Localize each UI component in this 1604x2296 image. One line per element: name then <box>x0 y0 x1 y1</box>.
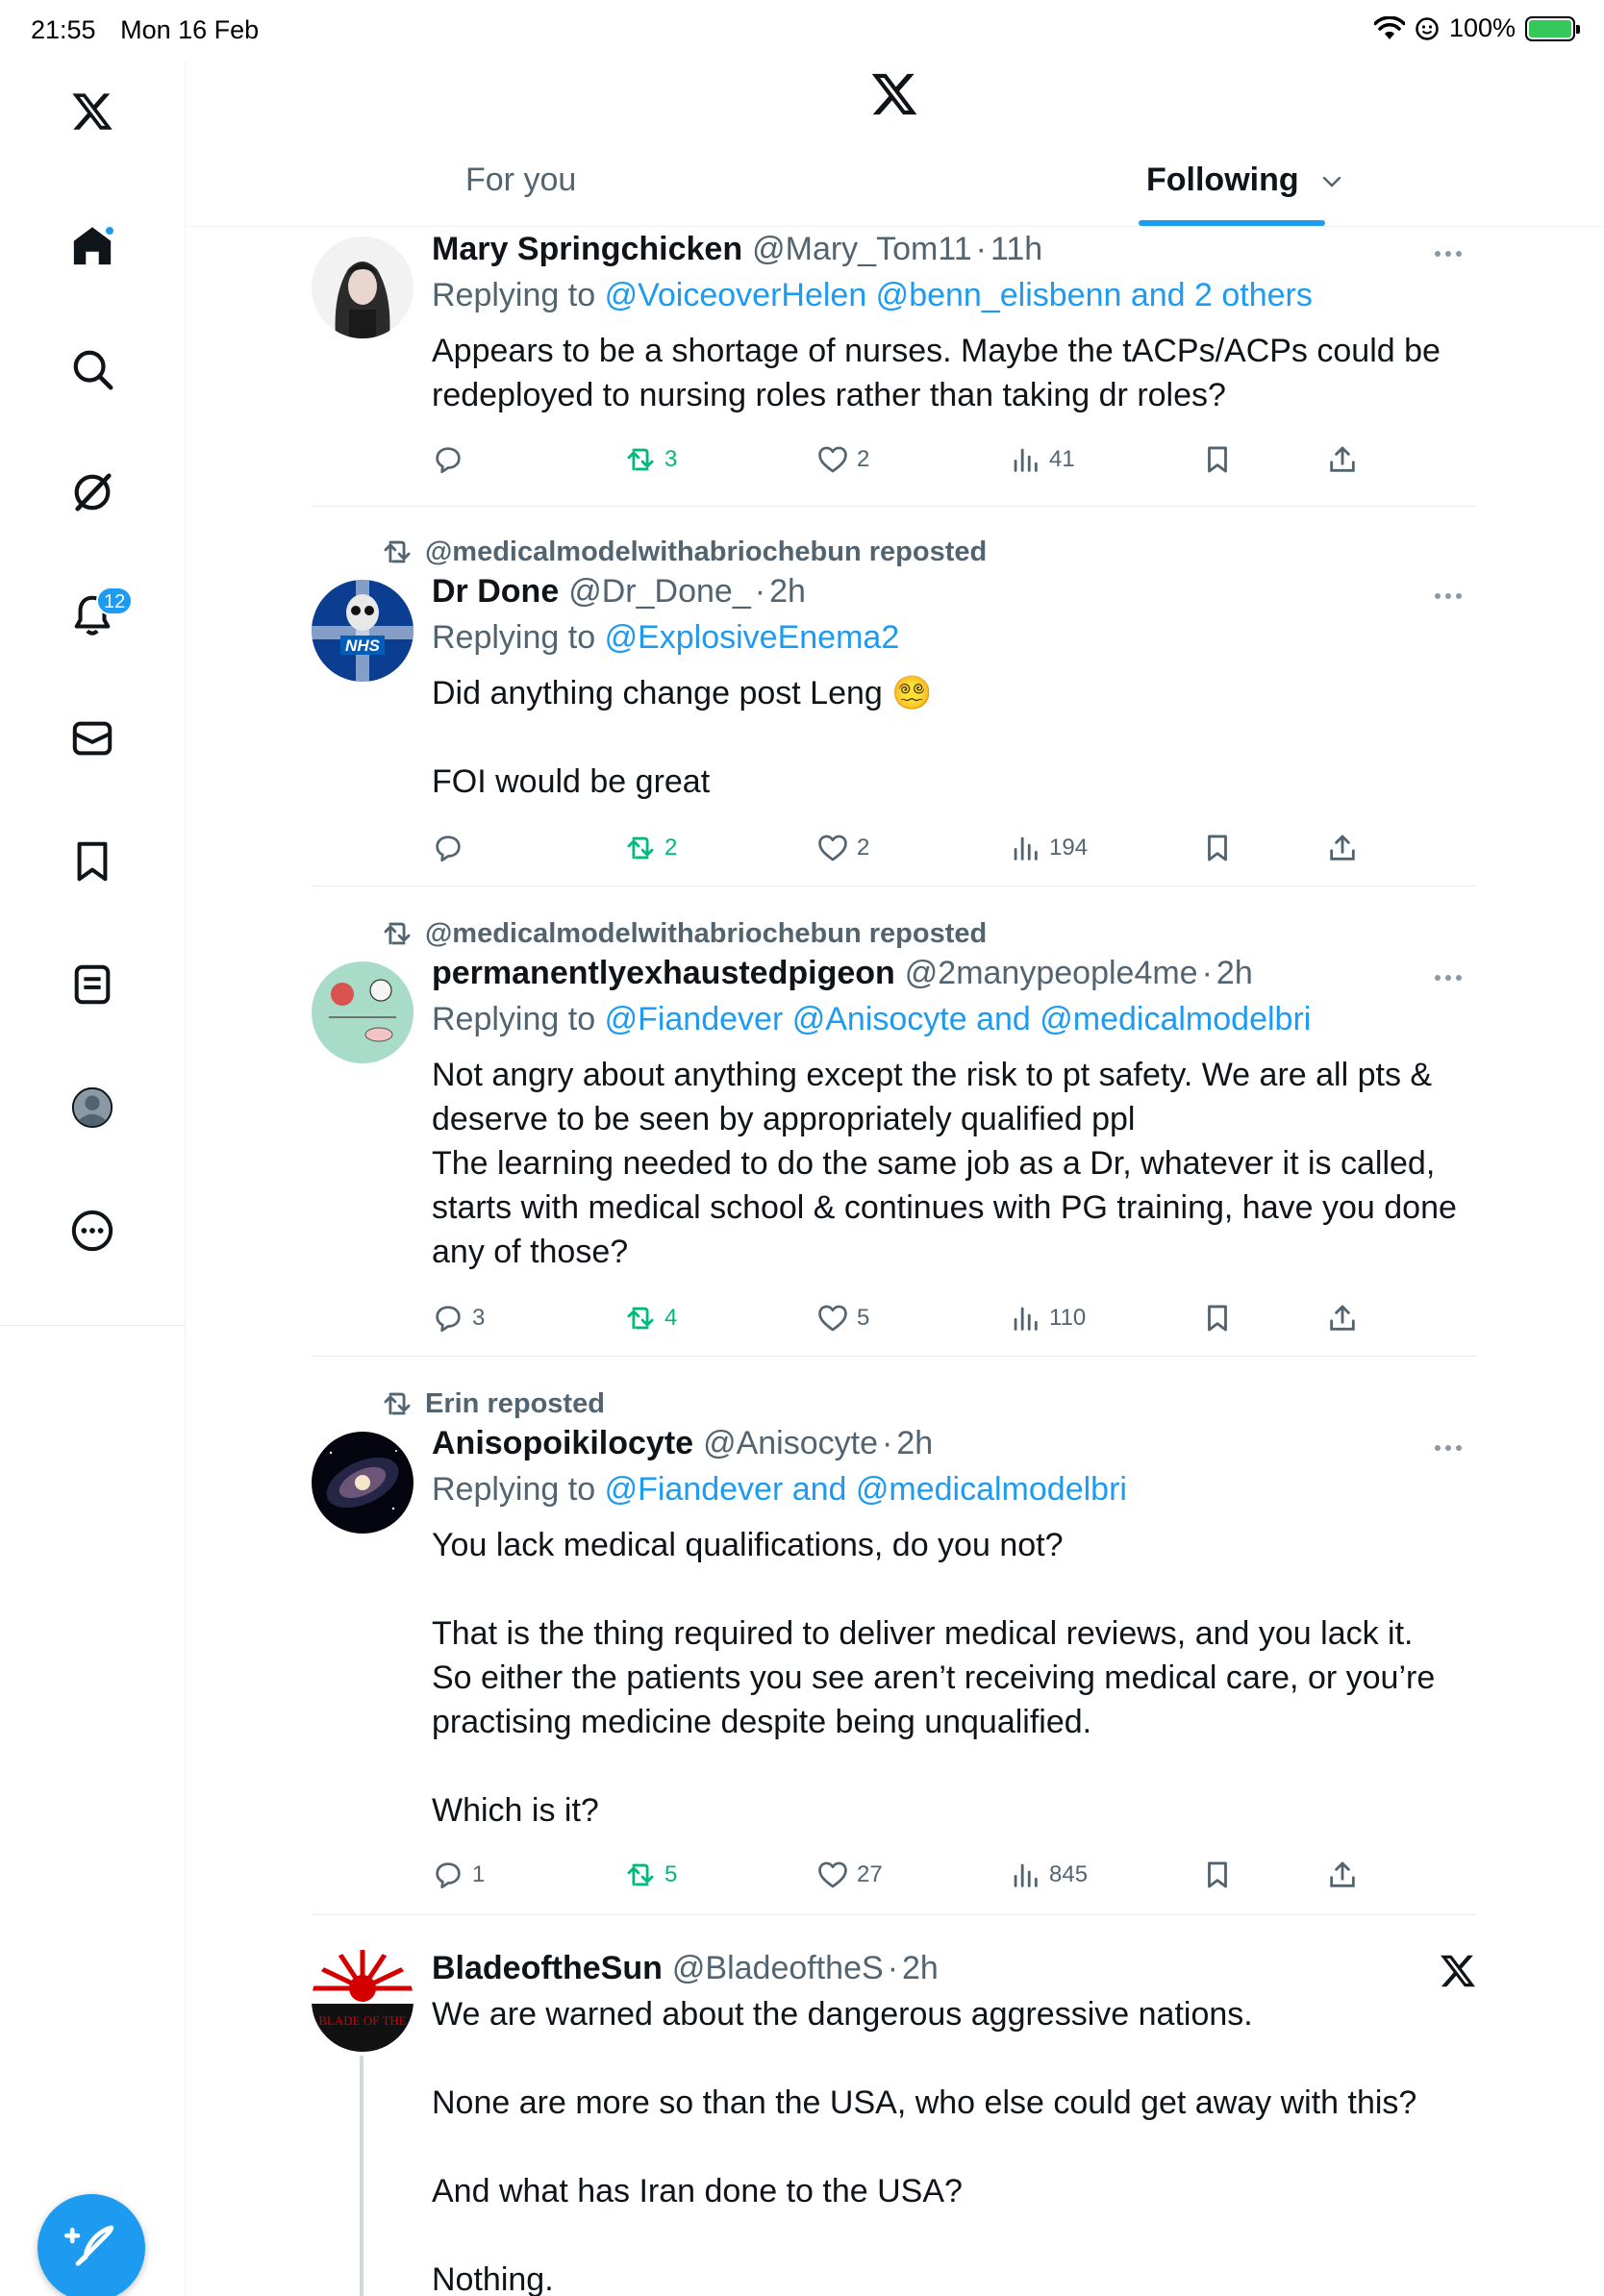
share-icon <box>1326 1302 1359 1335</box>
separator: · <box>975 230 987 267</box>
repost-icon <box>624 1302 657 1335</box>
post-header <box>432 569 1477 613</box>
like-count: 5 <box>857 1305 870 1331</box>
post-time[interactable]: 2h <box>769 572 806 610</box>
views-button[interactable] <box>1009 1297 1086 1339</box>
share-icon <box>1326 832 1359 864</box>
status-indicators <box>1374 13 1575 43</box>
profile-icon[interactable] <box>65 1081 119 1135</box>
replying-to <box>432 995 1477 1043</box>
author-name[interactable]: Anisopoikilocyte <box>432 1424 694 1461</box>
like-button[interactable] <box>816 1854 883 1896</box>
repost-by: @medicalmodelwithabriochebun reposted <box>425 536 988 567</box>
post-text: Not angry about anything except the risk to pt safety. We are all pts & deserve to be seen by appropriately qualified ppl The learning needed to do the same job as a Dr, whatever it is called, starts with medical school & continues with PG training, have you done any of those? <box>432 1057 1457 1270</box>
views-icon <box>1009 832 1041 864</box>
post[interactable] <box>312 1934 1477 2296</box>
post-text: Did anything change post Leng 😵‍💫 FOI would be great <box>432 675 933 800</box>
repost-count: 2 <box>664 835 678 861</box>
bookmark-icon <box>1201 443 1234 476</box>
x-logo-icon[interactable] <box>869 69 919 119</box>
avatar[interactable] <box>312 580 414 682</box>
replying-to-handles[interactable]: @ExplosiveEnema2 <box>604 619 900 656</box>
views-button[interactable] <box>1009 438 1075 481</box>
separator: · <box>1201 954 1213 991</box>
author-name[interactable]: permanentlyexhaustedpigeon <box>432 954 895 991</box>
like-button[interactable] <box>816 827 869 869</box>
more-options-icon[interactable] <box>1435 968 1473 987</box>
reply-icon <box>432 1302 464 1335</box>
reply-button[interactable] <box>432 438 472 481</box>
post-actions <box>432 438 1355 481</box>
active-tab-indicator <box>1139 220 1325 226</box>
status-bar <box>0 0 1604 62</box>
share-icon <box>1326 443 1359 476</box>
post-header <box>432 1946 1477 1990</box>
author-handle[interactable]: @Dr_Done_ <box>568 572 751 610</box>
author-handle[interactable]: @Mary_Tom11 <box>752 230 972 267</box>
repost-button[interactable] <box>624 438 677 481</box>
compose-button[interactable] <box>38 2194 145 2296</box>
post-time[interactable]: 2h <box>1216 954 1253 991</box>
reply-button[interactable] <box>432 1297 485 1339</box>
battery-icon <box>1525 16 1575 41</box>
notifications-count-badge: 12 <box>96 586 133 615</box>
bookmark-icon <box>1201 832 1234 864</box>
repost-icon <box>624 443 657 476</box>
repost-by: Erin reposted <box>425 1387 605 1419</box>
sidebar <box>0 62 186 2296</box>
post-text: We are warned about the dangerous aggressive nations. None are more so than the USA, who else could get away with this? And what has Iran done to the USA? Nothing. <box>432 1996 1417 2296</box>
like-button[interactable] <box>816 438 869 481</box>
avatar[interactable] <box>312 237 414 338</box>
post-text: Appears to be a shortage of nurses. Maybe the tACPs/ACPs could be redeployed to nursing roles rather than taking dr roles? <box>432 333 1450 413</box>
like-icon <box>816 832 849 864</box>
repost-icon <box>381 536 414 568</box>
bookmark-icon <box>1201 1302 1234 1335</box>
post-header <box>432 1421 1477 1465</box>
search-icon[interactable] <box>65 342 119 396</box>
replying-to <box>432 271 1477 319</box>
reply-button[interactable] <box>432 1854 485 1896</box>
battery-level <box>1529 20 1571 37</box>
avatar-text: BLADE OF THE <box>318 2013 407 2028</box>
compose-icon <box>64 2221 118 2275</box>
tab-following[interactable] <box>1146 162 1342 199</box>
share-button[interactable] <box>1326 1297 1366 1339</box>
view-count: 194 <box>1049 835 1089 861</box>
repost-button[interactable] <box>624 1297 677 1339</box>
repost-icon <box>624 1859 657 1891</box>
post-time[interactable]: 2h <box>896 1424 934 1461</box>
repost-icon <box>624 832 657 864</box>
avatar[interactable] <box>312 1950 414 2052</box>
replying-to <box>432 1465 1477 1513</box>
author-handle[interactable]: @Anisocyte <box>703 1424 878 1461</box>
repost-count: 3 <box>664 446 678 472</box>
post-actions <box>432 1854 1355 1896</box>
timeline-header <box>187 62 1604 227</box>
chevron-down-icon[interactable] <box>1321 175 1342 188</box>
like-icon <box>816 1859 849 1891</box>
tab-for-you[interactable]: For you <box>465 162 577 198</box>
views-button[interactable] <box>1009 827 1088 869</box>
status-time-date <box>31 15 259 45</box>
author-handle[interactable]: @2manypeople4me <box>904 954 1198 991</box>
bell-icon[interactable] <box>65 588 126 642</box>
view-count: 845 <box>1049 1861 1089 1887</box>
replying-to-label: Replying to <box>432 1471 596 1508</box>
post-header <box>432 227 1477 271</box>
mail-icon[interactable] <box>65 711 119 765</box>
views-button[interactable] <box>1009 1854 1088 1896</box>
status-date: Mon 16 Feb <box>120 15 260 44</box>
author-name[interactable]: Mary Springchicken <box>432 230 743 267</box>
more-options-icon[interactable] <box>1435 244 1473 263</box>
focus-icon <box>1415 16 1440 41</box>
status-time: 21:55 <box>31 15 96 44</box>
share-button[interactable] <box>1326 1854 1366 1896</box>
repost-button[interactable] <box>624 1854 677 1896</box>
replying-to-handles[interactable]: @VoiceoverHelen @benn_elisbenn and 2 others <box>604 277 1313 313</box>
home-unread-dot <box>104 225 115 237</box>
bookmark-icon[interactable] <box>65 835 119 888</box>
like-count: 2 <box>857 835 870 861</box>
post-text: You lack medical qualifications, do you not? That is the thing required to deliver medical reviews, and you lack it. So either the patients you see aren’t receiving medical care, or you’re practising medicine despite being unqualified. Which is it? <box>432 1527 1436 1829</box>
post-actions <box>432 827 1355 869</box>
replying-to-handles[interactable]: @Fiandever and @medicalmodelbri <box>604 1471 1127 1508</box>
like-icon <box>816 1302 849 1335</box>
reply-count: 3 <box>472 1305 486 1331</box>
repost-icon <box>381 1387 414 1420</box>
reply-icon <box>432 832 464 864</box>
post[interactable] <box>312 533 1477 886</box>
author-handle[interactable]: @BladeoftheS <box>671 1949 884 1986</box>
x-logo-icon[interactable] <box>65 85 119 138</box>
views-icon <box>1009 443 1041 476</box>
views-icon <box>1009 1859 1041 1891</box>
more-options-icon[interactable] <box>1435 586 1473 606</box>
avatar[interactable] <box>312 961 414 1063</box>
author-name[interactable]: BladeoftheSun <box>432 1949 663 1986</box>
home-icon[interactable] <box>65 219 119 273</box>
view-count: 41 <box>1049 446 1075 472</box>
bookmark-button[interactable] <box>1201 1854 1241 1896</box>
battery-percent: 100% <box>1448 13 1516 42</box>
repost-count: 5 <box>664 1861 678 1887</box>
like-count: 27 <box>857 1861 883 1887</box>
repost-count: 4 <box>664 1305 678 1331</box>
repost-context[interactable] <box>381 1385 605 1423</box>
avatar[interactable] <box>312 1432 414 1534</box>
repost-button[interactable] <box>624 827 677 869</box>
separator: · <box>881 1424 893 1461</box>
view-count: 110 <box>1049 1305 1087 1331</box>
separator: · <box>887 1949 899 1986</box>
sidebar-divider <box>0 1325 186 1326</box>
replying-to-label: Replying to <box>432 619 596 656</box>
share-icon <box>1326 1859 1359 1891</box>
post[interactable] <box>312 914 1477 1357</box>
grok-icon[interactable] <box>65 465 119 519</box>
post-time[interactable]: 11h <box>990 230 1043 267</box>
reply-icon <box>432 443 464 476</box>
reply-icon <box>432 1859 464 1891</box>
post[interactable] <box>312 227 1477 507</box>
x-logo-icon <box>1439 1952 1477 1990</box>
separator: · <box>754 572 766 610</box>
share-button[interactable] <box>1326 438 1366 481</box>
reply-count: 1 <box>472 1861 486 1887</box>
post[interactable] <box>312 1385 1477 1915</box>
author-name[interactable]: Dr Done <box>432 572 560 610</box>
repost-context[interactable] <box>381 914 987 953</box>
replying-to-label: Replying to <box>432 1001 596 1037</box>
post-actions <box>432 1297 1355 1339</box>
replying-to <box>432 613 1477 661</box>
more-options-icon[interactable] <box>1435 1438 1473 1458</box>
share-button[interactable] <box>1326 827 1366 869</box>
repost-context[interactable] <box>381 533 987 571</box>
post-header <box>432 951 1477 995</box>
lists-icon[interactable] <box>65 958 119 1011</box>
more-icon[interactable] <box>65 1204 119 1258</box>
views-icon <box>1009 1302 1041 1335</box>
reply-button[interactable] <box>432 827 472 869</box>
bookmark-button[interactable] <box>1201 827 1241 869</box>
repost-icon <box>381 917 414 950</box>
thread-connector <box>360 2056 363 2296</box>
like-button[interactable] <box>816 1297 869 1339</box>
post-time[interactable]: 2h <box>902 1949 939 1986</box>
tab-following-label: Following <box>1146 162 1299 198</box>
wifi-icon <box>1374 16 1405 41</box>
like-count: 2 <box>857 446 870 472</box>
replying-to-label: Replying to <box>432 277 596 313</box>
bookmark-button[interactable] <box>1201 1297 1241 1339</box>
like-icon <box>816 443 849 476</box>
bookmark-icon <box>1201 1859 1234 1891</box>
repost-by: @medicalmodelwithabriochebun reposted <box>425 917 988 949</box>
svg-text:NHS: NHS <box>345 636 380 655</box>
replying-to-handles[interactable]: @Fiandever @Anisocyte and @medicalmodelbri <box>604 1001 1312 1037</box>
bookmark-button[interactable] <box>1201 438 1241 481</box>
